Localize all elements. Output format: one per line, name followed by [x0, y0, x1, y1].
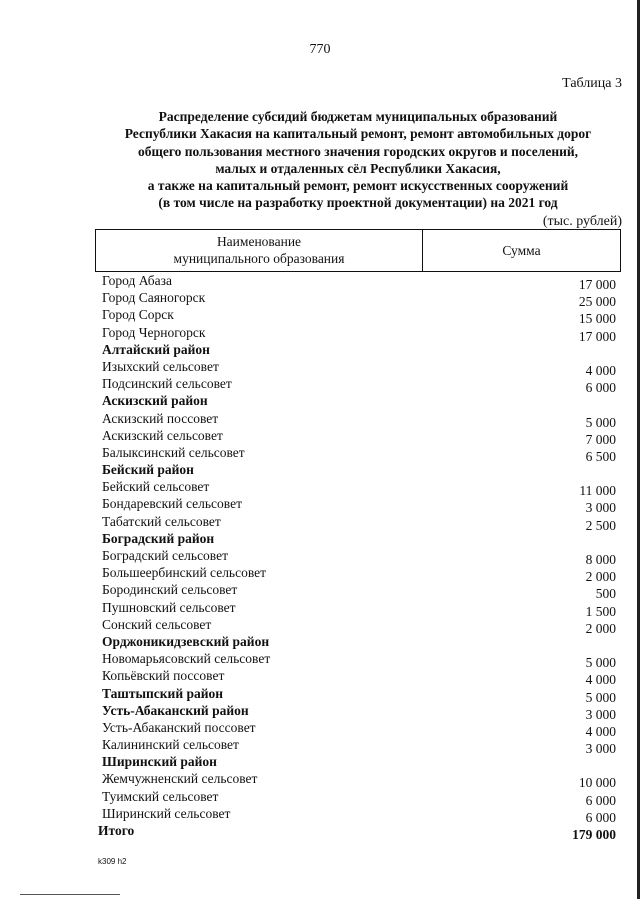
header-name-line2: муниципального образования	[173, 251, 345, 266]
table-row	[0, 410, 640, 430]
row-value: 2 000	[585, 569, 616, 585]
row-name: Жемчужненский сельсовет	[102, 771, 258, 787]
table-row	[0, 719, 640, 739]
table-row	[0, 495, 640, 516]
district-row	[0, 702, 640, 722]
table-row	[0, 375, 640, 396]
table-body	[0, 272, 640, 842]
table-row	[0, 427, 640, 447]
table-row	[0, 444, 640, 464]
row-name: Большеербинский сельсовет	[102, 565, 267, 581]
row-name: Город Черногорск	[102, 324, 206, 340]
district-row	[0, 685, 640, 705]
table-row	[0, 581, 640, 602]
header-name-line1: Наименование	[216, 234, 302, 249]
page-number: 770	[309, 42, 331, 57]
row-name: Боградский район	[102, 530, 215, 546]
row-value: 25 000	[578, 294, 616, 310]
row-value: 4 000	[585, 362, 616, 378]
units-label: (тыс. рублей)	[542, 214, 622, 229]
row-name: Сонский сельсовет	[102, 616, 212, 632]
row-name: Бейский район	[102, 462, 194, 478]
table-row	[0, 770, 640, 791]
row-name: Итого	[98, 823, 135, 838]
row-name: Туимский сельсовет	[102, 788, 219, 804]
table-row	[0, 306, 640, 327]
table-row	[0, 547, 640, 567]
row-name: Изыхский сельсовет	[102, 358, 219, 374]
row-name: Бородинский сельсовет	[102, 582, 238, 598]
table-row	[0, 324, 640, 344]
row-name: Таштыпский район	[102, 685, 224, 701]
row-name: Аскизский район	[102, 393, 208, 409]
header-name-column	[96, 230, 423, 271]
district-row	[0, 392, 640, 409]
total-row	[0, 822, 640, 842]
footer-code: k309 h2	[98, 857, 127, 866]
table-row	[0, 272, 640, 292]
row-value: 5 000	[585, 689, 616, 705]
row-value: 3 000	[585, 500, 616, 516]
row-value: 1 500	[585, 603, 616, 619]
document-title	[78, 108, 638, 212]
row-name: Алтайский район	[102, 341, 210, 357]
row-name: Усть-Абаканский район	[102, 702, 249, 718]
row-name: Аскизский поссовет	[102, 410, 219, 426]
table-row	[0, 599, 640, 619]
table-row	[0, 513, 640, 533]
row-value: 17 000	[578, 277, 616, 292]
district-row	[0, 461, 640, 478]
row-value: 500	[595, 586, 616, 602]
district-row	[0, 753, 640, 770]
table-label: Таблица 3	[562, 76, 622, 91]
table-row	[0, 736, 640, 757]
row-value: 6 000	[585, 792, 616, 808]
row-value: 10 000	[578, 775, 616, 791]
table-row	[0, 358, 640, 378]
title-line: Республики Хакасия на капитальный ремонт, ремонт автомобильных дорог	[124, 126, 592, 142]
row-name: Бейский сельсовет	[102, 479, 210, 495]
row-value: 179 000	[572, 827, 616, 842]
row-name: Город Сорск	[102, 307, 174, 323]
title-line: а также на капитальный ремонт, ремонт искусственных сооружений	[147, 178, 569, 194]
table-row	[0, 564, 640, 585]
table-row	[0, 478, 640, 499]
bottom-divider	[20, 894, 120, 895]
row-name: Балыксинский сельсовет	[102, 444, 245, 460]
row-value: 15 000	[578, 311, 616, 327]
row-value: 7 000	[585, 431, 616, 447]
table-header	[95, 229, 621, 272]
row-value: 2 000	[585, 620, 616, 636]
header-sum-column: Сумма	[502, 242, 541, 258]
row-name: Боградский сельсовет	[102, 548, 228, 563]
row-name: Город Абаза	[102, 273, 172, 288]
row-name: Орджоникидзевский район	[102, 633, 270, 649]
row-value: 6 500	[585, 448, 616, 464]
row-value: 3 000	[585, 741, 616, 757]
row-name: Новомарьясовский сельсовет	[102, 651, 271, 667]
title-line: (в том числе на разработку проектной документации) на 2021 год	[158, 195, 558, 211]
row-name: Город Саяногорск	[102, 290, 206, 306]
row-name: Бондаревский сельсовет	[102, 496, 242, 512]
row-value: 4 000	[585, 723, 616, 739]
district-row	[0, 530, 640, 547]
row-name: Ширинский район	[102, 754, 217, 770]
row-name: Калининский сельсовет	[102, 737, 239, 753]
title-line: малых и отдаленных сёл Республики Хакасия,	[215, 160, 501, 176]
row-name: Подсинский сельсовет	[102, 376, 232, 392]
table-row	[0, 788, 640, 808]
row-name: Копьёвский поссовет	[102, 668, 225, 684]
row-name: Усть-Абаканский поссовет	[102, 719, 256, 735]
district-row	[0, 633, 640, 650]
table-row	[0, 805, 640, 825]
row-name: Аскизский сельсовет	[102, 427, 223, 443]
title-line: Распределение субсидий бюджетам муниципальных образований	[158, 109, 558, 124]
row-name: Пушновский сельсовет	[102, 599, 236, 615]
row-value: 8 000	[585, 552, 616, 567]
row-value: 17 000	[578, 328, 616, 344]
row-value: 3 000	[585, 706, 616, 722]
table-row	[0, 650, 640, 671]
row-value: 5 000	[585, 655, 616, 671]
row-value: 5 000	[585, 414, 616, 430]
table-row	[0, 667, 640, 688]
row-name: Ширинский сельсовет	[102, 805, 231, 821]
row-value: 6 000	[585, 809, 616, 825]
row-value: 11 000	[579, 483, 616, 499]
title-line: общего пользования местного значения городских округов и поселений,	[137, 143, 579, 159]
table-row	[0, 616, 640, 636]
table-row	[0, 289, 640, 310]
row-name: Табатский сельсовет	[102, 513, 221, 529]
district-row	[0, 341, 640, 358]
row-value: 4 000	[585, 672, 616, 688]
row-value: 6 000	[585, 380, 616, 396]
row-value: 2 500	[585, 517, 616, 533]
